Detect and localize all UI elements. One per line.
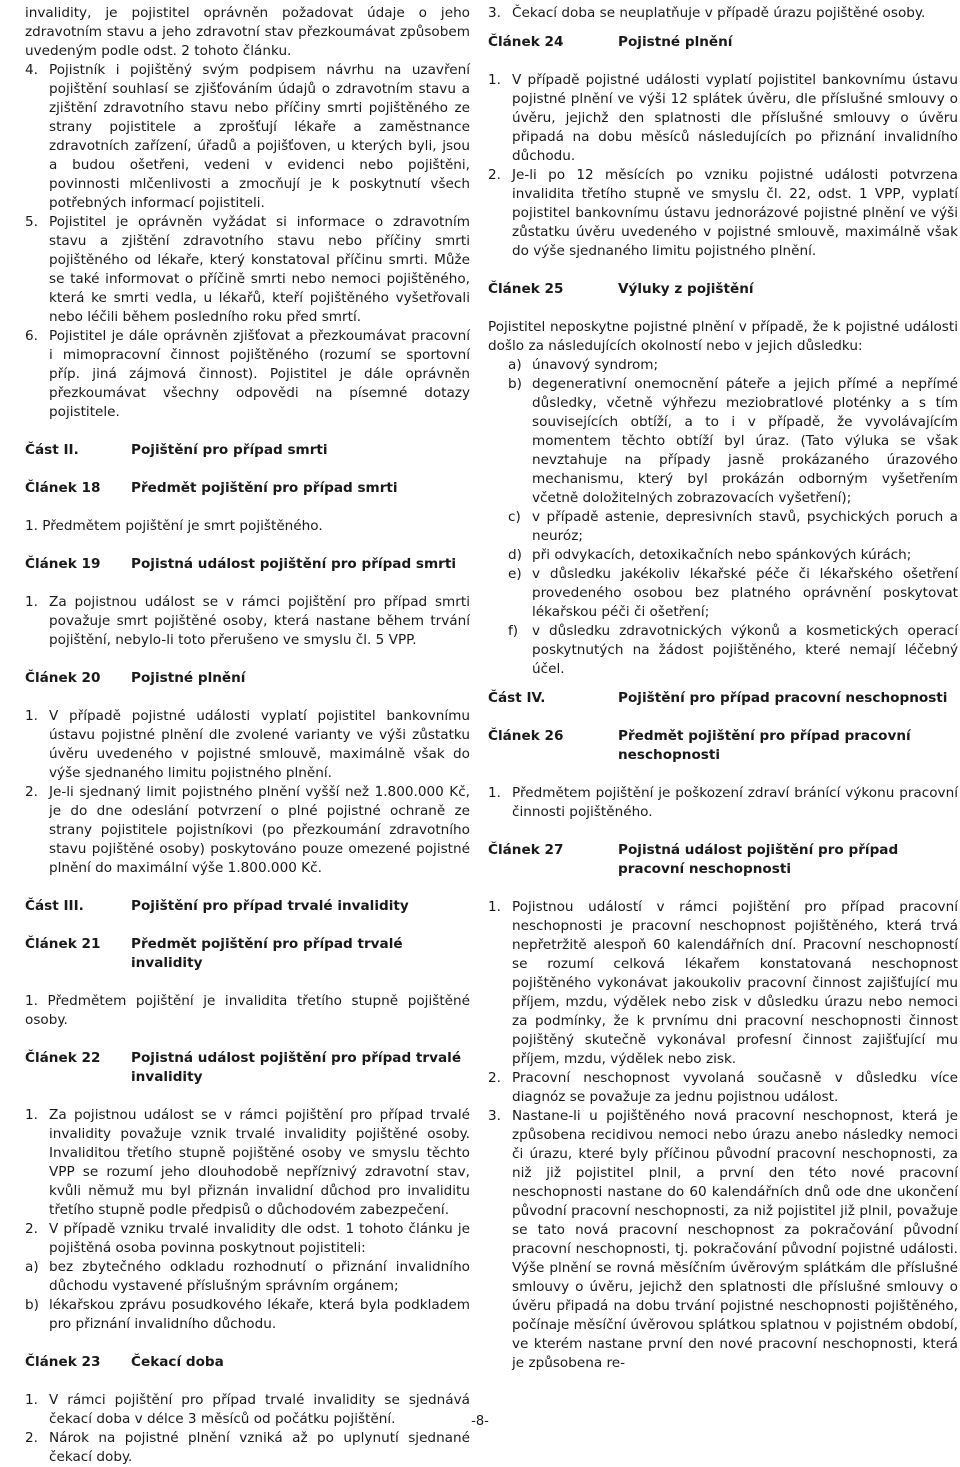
article-25-item-d: d) při odvykacích, detoxikačních nebo spánkových kúrách; [508, 547, 912, 563]
article-25-item-c: c) v případě astenie, depresivních stavů, psychických poruch a neuróz; [508, 509, 958, 544]
part-2-heading: Část II. Pojištění pro případ smrti [25, 442, 328, 458]
article-25-heading: Článek 25 Výluky z pojištění [488, 281, 754, 297]
article-25-intro: Pojistitel neposkytne pojistné plnění v případě, že k pojistné události došlo za následujících okolností nebo v jejich důsledku: [488, 319, 958, 354]
article-25-item-a: a) únavový syndrom; [508, 357, 659, 373]
clause-4: 4. Pojistník i pojištěný svým podpisem návrhu na uzavření pojištění souhlasí se zjišťováním údajů o zdravotním stavu a zjištění zdravotního stavu nebo příčiny smrti pojištěného ze strany pojistitele a zprošťují lékaře a zaměstnance zdravotních zařízení, úřadů a pojišťoven, u kterých byli, jsou a budou ošetřeni, vedeni v evidenci nebo pojištěni, povinnosti mlčenlivosti a zmocňují je k poskytnutí všech potřebných informací pojistiteli. [25, 62, 470, 211]
article-22-clause-2: 2. V případě vzniku trvalé invalidity dle odst. 1 tohoto článku je pojištěná osoba povinna poskytnout pojistiteli: [25, 1221, 470, 1256]
article-18-clause-1: 1. Předmětem pojištění je smrt pojištěného. [25, 518, 323, 534]
article-18-heading: Článek 18 Předmět pojištění pro případ smrti [25, 480, 398, 496]
part-3-heading: Část III. Pojištění pro případ trvalé invalidity [25, 898, 409, 914]
article-23-heading: Článek 23 Čekací doba [25, 1354, 224, 1370]
article-24-clause-1: 1. V případě pojistné události vyplatí pojistitel bankovnímu ústavu pojistné plnění ve výši 12 splátek úvěru, dle příslušné smlouvy o úvěru, jejichž den splatnosti dle příslušné smlouvy o úvěru připadá na dobu měsíců následujících po přiznání invalidního důchodu. [488, 72, 958, 164]
article-26-clause-1: 1. Předmětem pojištění je poškození zdraví bránící výkonu pracovní činnosti pojištěného. [488, 785, 958, 820]
article-27-clause-1: 1. Pojistnou událostí v rámci pojištění pro případ pracovní neschopnosti je pracovní neschopnost pojištěného, která trvá nepřetržitě alespoň 60 kalendářních dní. Pracovní neschopností se rozumí celková lékařem konstatovaná neschopnost pojištěného vykonávat jakoukoliv pracovní činnost zajišťující mu příjem, mzdu, výdělek nebo zisk v důsledku úrazu nebo nemoci za podmínky, že k prvnímu dni pracovní neschopnosti činnost pojištěný skutečně vykonával profesní činnost zajišťující mu příjem, mzdu, výdělek nebo zisk. [488, 899, 958, 1067]
right-column [488, 4, 958, 1373]
article-21-clause-1: 1. Předmětem pojištění je invalidita třetího stupně pojištěné osoby. [25, 993, 470, 1028]
article-22-clause-2a: a) bez zbytečného odkladu rozhodnutí o přiznání invalidního důchodu vystavené příslušným správním orgánem; [25, 1259, 470, 1294]
article-23-clause-1: 1. V rámci pojištění pro případ trvalé invalidity se sjednává čekací doba v délce 3 měsíců od počátku pojištění. [25, 1392, 470, 1427]
article-23-clause-2: 2. Nárok na pojistné plnění vzniká až po uplynutí sjednané čekací doby. [25, 1430, 470, 1465]
article-25-item-e: e) v důsledku jakékoliv lékařské péče či lékařského ošetření provedeného osobou bez platného oprávnění poskytovat lékařskou péči či ošetření; [508, 566, 958, 620]
article-22-heading: Článek 22 Pojistná událost pojištění pro případ trvalé invalidity [25, 1050, 462, 1085]
intro-paragraph: invalidity, je pojistitel oprávněn požadovat údaje o jeho zdravotním stavu a jeho zdravotní stav přezkoumávat způsobem uvedeným podle odst. 2 tohoto článku. [25, 5, 470, 59]
article-27-heading: Článek 27 Pojistná událost pojištění pro případ pracovní neschopnosti [488, 842, 899, 877]
article-23-clause-3: 3. Čekací doba se neuplatňuje v případě úrazu pojištěné osoby. [488, 5, 926, 21]
article-22-clause-1: 1. Za pojistnou událost se v rámci pojištění pro případ trvalé invalidity považuje vznik trvalé invalidity pojištěné osoby. Invaliditou třetího stupně pojištěné osoby ve smyslu těchto VPP se rozumí jeho dlouhodobě nepříznivý zdravotní stav, kvůli němuž mu byl přiznán invalidní důchod pro invaliditu třetího stupně podle předpisů o důchodovém zabezpečení. [25, 1107, 470, 1218]
clause-5: 5. Pojistitel je oprávněn vyžádat si informace o zdravotním stavu a zjištění zdravotního stavu nebo příčiny smrti pojištěného od lékaře, který konstatoval příčinu smrti. Může se také informovat o příčině smrti nebo nemoci pojištěného, která ke smrti vedla, u lékařů, kteří pojištěného vyšetřovali nebo léčili během posledního roku před smrtí. [25, 214, 470, 325]
article-22-clause-2b: b) lékařskou zprávu posudkového lékaře, která byla podkladem pro přiznání invalidního důchodu. [25, 1297, 470, 1332]
article-20-clause-1: 1. V případě pojistné události vyplatí pojistitel bankovnímu ústavu pojistné plnění dle zvolené varianty ve výši zůstatku úvěru uvedeného v pojistné smlouvě, maximálně však do výše sjednaného limitu pojistného plnění. [25, 708, 470, 781]
part-4-heading: Část IV. Pojištění pro případ pracovní neschopnosti [488, 690, 948, 706]
article-24-clause-2: 2. Je-li po 12 měsících po vzniku pojistné události potvrzena invalidita třetího stupně ve smyslu čl. 22, odst. 1 VPP, vyplatí pojistitel bankovnímu ústavu jednorázové pojistné plnění ve výši zůstatku úvěru uvedeného v pojistné smlouvě, maximálně však do výše sjednaného limitu pojistného plnění. [488, 167, 958, 259]
article-27-clause-3: 3. Nastane-li u pojištěného nová pracovní neschopnost, která je způsobena recidivou nemoci nebo úrazu anebo následky nemoci či úrazu, které byly příčinou původní pracovní neschopnosti, za niž již pojistitel plnil, a první den této nové pracovní neschopnosti nastane do 60 kalendářních dnů ode dne ukončení původní pracovní neschopnosti, za niž pojistitel již plnil, považuje se tato nová pracovní neschopnost za pokračování původní pracovní neschopnosti, tj. pokračování původní pojistné události. Výše plnění se rovná měsíčním úvěrovým splátkám dle příslušné smlouvy o úvěru, jejichž den splatnosti dle příslušné smlouvy o úvěru připadá na dobu trvání pojistné neschopnosti pojištěného, počínaje měsíční úvěrovou splátkou splatnou v pojistném období, ve kterém nastane první den nové pracovní neschopnosti, která je způsobena re- [488, 1108, 958, 1371]
article-20-heading: Článek 20 Pojistné plnění [25, 670, 246, 686]
article-25-item-f: f) v důsledku zdravotnických výkonů a kosmetických operací poskytnutých na žádost pojištěného, které nemají léčebný účel. [508, 623, 958, 677]
page-number: -8- [471, 1414, 489, 1429]
article-21-heading: Článek 21 Předmět pojištění pro případ trvalé invalidity [25, 936, 403, 971]
article-25-item-b: b) degenerativní onemocnění páteře a jejich přímé a nepřímé důsledky, včetně výhřezu meziobratlové ploténky a s tím souvisejících obtíží, a to i v případě, že vyvolávajícím momentem těchto obtíží byl úraz. (Tato výluka se však nevztahuje na případy jasně prokázaného úrazového mechanismu, který byl prokázán odborným vyšetřením včetně doložitelných zobrazovacích vyšetření); [508, 376, 958, 506]
left-column [25, 4, 470, 1467]
article-19-clause-1: 1. Za pojistnou událost se v rámci pojištění pro případ smrti považuje smrt pojištěné osoby, která nastane během trvání pojištění, nebylo-li toto přerušeno ve smyslu čl. 5 VPP. [25, 594, 470, 648]
article-26-heading: Článek 26 Předmět pojištění pro případ pracovní neschopnosti [488, 728, 911, 763]
clause-6: 6. Pojistitel je dále oprávněn zjišťovat a přezkoumávat pracovní i mimopracovní činnost pojištěného (rozumí se sportovní příp. jiná zájmová činnost). Pojistitel je dále oprávněn přezkoumávat všechny odpovědi na písemné dotazy pojistitele. [25, 328, 470, 420]
article-27-clause-2: 2. Pracovní neschopnost vyvolaná současně v důsledku více diagnóz se považuje za jednu pojistnou událost. [488, 1070, 958, 1105]
article-20-clause-2: 2. Je-li sjednaný limit pojistného plnění vyšší než 1.800.000 Kč, je do dne odeslání potvrzení o plné pojistné ochraně ze strany pojistitele pojistníkovi (po přezkoumání zdravotního stavu pojištěné osoby) poskytováno pouze omezené pojistné plnění do maximální výše 1.800.000 Kč. [25, 784, 470, 876]
article-24-heading: Článek 24 Pojistné plnění [488, 34, 733, 50]
article-19-heading: Článek 19 Pojistná událost pojištění pro případ smrti [25, 556, 457, 572]
